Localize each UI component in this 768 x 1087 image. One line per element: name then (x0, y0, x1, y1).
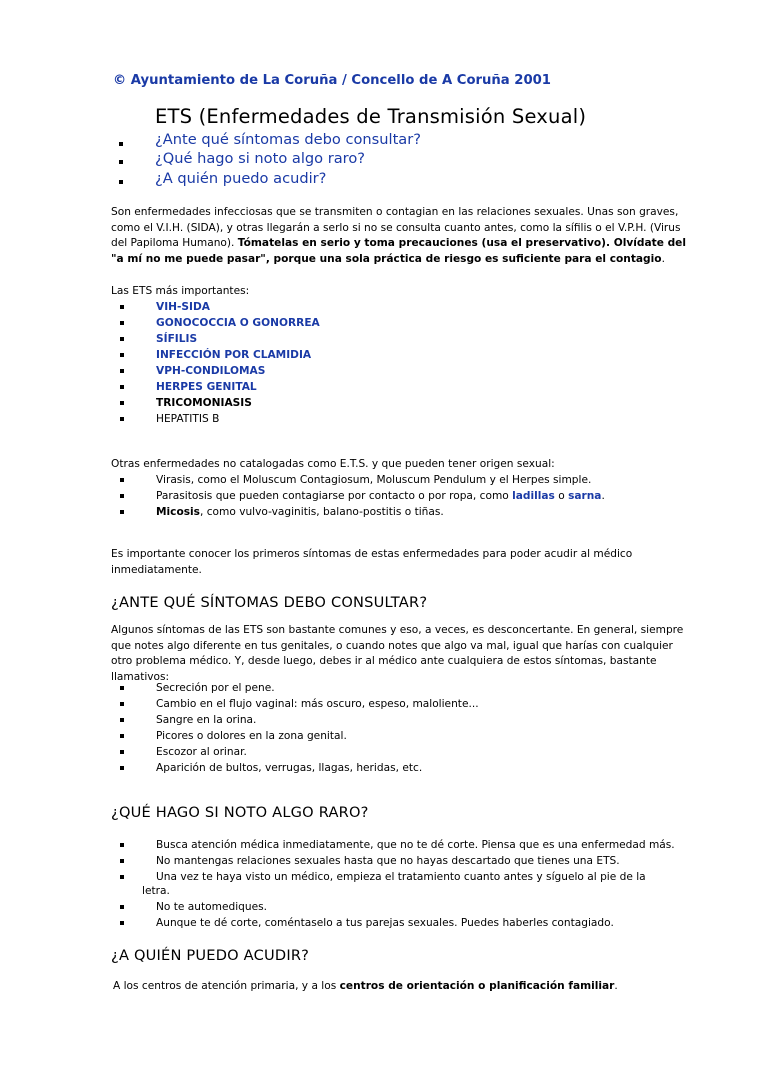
acudir-paragraph (113, 979, 618, 995)
sintoma-item: Aparición de bultos, verrugas, llagas, heridas, etc. (156, 762, 423, 774)
bullet-icon (120, 401, 124, 405)
main-ets-label: Las ETS más importantes: (111, 285, 250, 297)
bullet-icon (120, 321, 124, 325)
micosis-bold: Micosis (156, 506, 200, 518)
bullet-icon (120, 905, 124, 909)
ets-link-vih[interactable]: VIH-SIDA (156, 301, 210, 313)
section-heading-acudir: ¿A QUIÉN PUEDO ACUDIR? (111, 947, 310, 964)
bullet-icon (120, 353, 124, 357)
ets-link-vph[interactable]: VPH-CONDILOMAS (156, 365, 266, 377)
bullet-icon (120, 494, 124, 498)
ets-link-gonococcia[interactable]: GONOCOCCIA O GONORREA (156, 317, 320, 329)
other-label: Otras enfermedades no catalogadas como E.T.S. y que pueden tener origen sexual: (111, 458, 555, 470)
ladillas-link[interactable]: ladillas (512, 490, 555, 502)
ets-link-sifilis[interactable]: SÍFILIS (156, 333, 198, 345)
bullet-icon (120, 843, 124, 847)
acudir-bold-text: centros de orientación o planificación familiar (339, 980, 615, 992)
ets-link-clamidia[interactable]: INFECCIÓN POR CLAMIDIA (156, 349, 312, 361)
sintoma-item: Escozor al orinar. (156, 746, 247, 758)
bullet-icon (120, 875, 124, 879)
parasitosis-end: . (601, 490, 605, 502)
acudir-text: A los centros de atención primaria, y a los (113, 980, 340, 992)
bullet-icon (120, 417, 124, 421)
bullet-icon (120, 369, 124, 373)
other-item-parasitosis (156, 489, 605, 505)
intro-bold-text: Tómatelas en serio y toma precauciones (usa el preservativo). Olvídate del "a mí no me puede pasar", porque una sola práctica de riesgo es suficiente para el contagio (111, 237, 686, 265)
bullet-icon (120, 686, 124, 690)
bullet-icon (120, 385, 124, 389)
sintoma-item: Picores o dolores en la zona genital. (156, 730, 347, 742)
section-heading-sintomas: ¿ANTE QUÉ SÍNTOMAS DEBO CONSULTAR? (111, 594, 428, 611)
intro-paragraph (111, 205, 696, 267)
bullet-icon (119, 180, 123, 184)
ets-link-herpes[interactable]: HERPES GENITAL (156, 381, 257, 393)
page-title: ETS (Enfermedades de Transmisión Sexual) (155, 105, 587, 128)
bullet-icon (120, 766, 124, 770)
consejo-item: Una vez te haya visto un médico, empieza el tratamiento cuanto antes y síguelo al pie de la (156, 871, 646, 883)
toc-link-sintomas[interactable]: ¿Ante qué síntomas debo consultar? (155, 131, 422, 148)
bullet-icon (120, 305, 124, 309)
consejo-item-continuation: letra. (142, 885, 170, 897)
acudir-end: . (614, 980, 618, 992)
consejo-item: No mantengas relaciones sexuales hasta que no hayas descartado que tienes una ETS. (156, 855, 620, 867)
consejo-item: Aunque te dé corte, coméntaselo a tus parejas sexuales. Puedes haberles contagiado. (156, 917, 614, 929)
intro-end: . (661, 252, 665, 265)
parasitosis-text: Parasitosis que pueden contagiarse por contacto o por ropa, como (156, 490, 513, 502)
toc-link-algo-raro[interactable]: ¿Qué hago si noto algo raro? (155, 150, 366, 167)
bullet-icon (120, 702, 124, 706)
sintoma-item: Cambio en el flujo vaginal: más oscuro, espeso, maloliente... (156, 698, 479, 710)
bullet-icon (119, 160, 123, 164)
bullet-icon (120, 859, 124, 863)
sintoma-item: Secreción por el pene. (156, 682, 275, 694)
consejo-item: No te automediques. (156, 901, 268, 913)
other-item-virasis: Virasis, como el Moluscum Contagiosum, Moluscum Pendulum y el Herpes simple. (156, 474, 592, 486)
sarna-link[interactable]: sarna (568, 490, 602, 502)
bullet-icon (120, 734, 124, 738)
toc-link-acudir[interactable]: ¿A quién puedo acudir? (155, 170, 327, 187)
bullet-icon (120, 921, 124, 925)
ets-item-hepatitis: HEPATITIS B (156, 413, 220, 425)
bullet-icon (120, 718, 124, 722)
other-item-micosis (156, 505, 444, 521)
bullet-icon (120, 750, 124, 754)
consejo-item: Busca atención médica inmediatamente, que no te dé corte. Piensa que es una enfermedad más. (156, 839, 675, 851)
bullet-icon (119, 142, 123, 146)
sintomas-paragraph: Algunos síntomas de las ETS son bastante comunes y eso, a veces, es desconcertante. En general, siempre que notes algo diferente en tus genitales, o cuando notes que algo va mal, igual que harías con cualquier otro problema médico. Y, desde luego, debes ir al médico ante cualquiera de estos síntomas, bastante llamativos: (111, 624, 684, 683)
bullet-icon (120, 478, 124, 482)
intro-text: Son enfermedades infecciosas que se transmiten o contagian en las relaciones sexuales. Unas son graves, como el V.I.H. (SIDA), y otras llegarán a serlo si no se consulta cuanto antes, como la sífilis o el V.P.H. (Virus del Papiloma Humano). (111, 206, 681, 250)
important-paragraph: Es importante conocer los primeros síntomas de estas enfermedades para poder acudir al médico inmediatamente. (111, 548, 633, 576)
section-heading-algo-raro: ¿QUÉ HAGO SI NOTO ALGO RARO? (111, 804, 369, 821)
micosis-text: , como vulvo-vaginitis, balano-postitis o tiñas. (199, 506, 444, 518)
bullet-icon (120, 510, 124, 514)
sintoma-item: Sangre en la orina. (156, 714, 257, 726)
ets-item-tricomoniasis: TRICOMONIASIS (156, 397, 252, 409)
copyright-header: © Ayuntamiento de La Coruña / Concello de A Coruña 2001 (113, 73, 551, 88)
bullet-icon (120, 337, 124, 341)
parasitosis-connector: o (554, 490, 569, 502)
